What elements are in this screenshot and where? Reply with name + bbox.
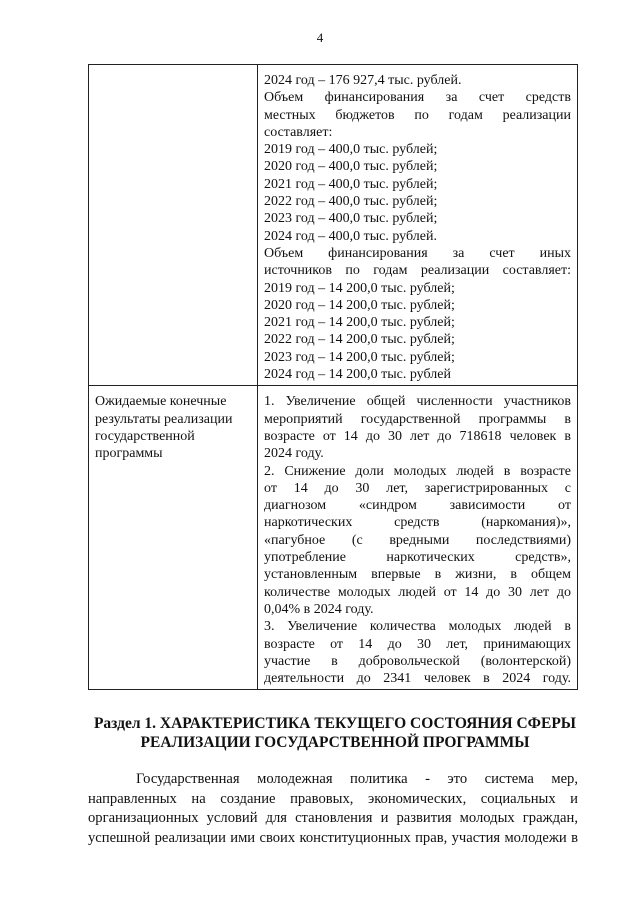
financing-line: 2021 год – 14 200,0 тыс. рублей; — [264, 315, 455, 331]
financing-line: 2021 год – 400,0 тыс. рублей; — [264, 176, 438, 192]
result-line: мероприятий государственной программы в — [264, 411, 571, 427]
financing-line: 2019 год – 14 200,0 тыс. рублей; — [264, 280, 455, 296]
financing-line: 2024 год – 400,0 тыс. рублей. — [264, 228, 437, 244]
page-number: 4 — [316, 30, 324, 45]
table-cell-label-empty — [89, 65, 258, 386]
section-heading — [90, 714, 580, 752]
financing-line: источников по годам реализации составляет: — [264, 263, 571, 279]
section-body-paragraph — [88, 770, 578, 848]
financing-line: 2023 год – 14 200,0 тыс. рублей; — [264, 349, 455, 365]
financing-line: Объем финансирования за счет средств — [264, 90, 571, 106]
result-line: диагнозом «синдром зависимости от — [264, 498, 571, 514]
result-line: возрасте от 14 до 30 лет, принимающих — [264, 636, 571, 652]
financing-line: 2024 год – 14 200,0 тыс. рублей — [264, 367, 451, 383]
result-line: наркотических средств (наркомания)», — [264, 515, 571, 531]
label-line: государственной — [95, 428, 195, 444]
result-line: от 14 до 30 лет, зарегистрированных с — [264, 480, 571, 496]
result-line: установленным впервые в жизни, в общем — [264, 567, 571, 583]
label-line: результаты реализации — [95, 411, 233, 427]
result-line: 0,04% в 2024 году. — [264, 601, 374, 617]
result-line: «пагубное (с вредными последствиями) — [264, 532, 571, 548]
table-cell-label-expected-results — [89, 386, 258, 690]
result-line: 2024 году. — [264, 446, 324, 462]
financing-line: Объем финансирования за счет иных — [264, 245, 571, 261]
section-heading-line: РЕАЛИЗАЦИИ ГОСУДАРСТВЕННОЙ ПРОГРАММЫ — [140, 734, 530, 751]
table-cell-expected-results — [258, 386, 578, 690]
section-heading-line: Раздел 1. ХАРАКТЕРИСТИКА ТЕКУЩЕГО СОСТОЯНИЯ СФЕРЫ — [93, 715, 577, 732]
label-line: Ожидаемые конечные — [95, 394, 227, 410]
result-line: употребление наркотических средств», — [264, 550, 571, 566]
program-passport-table — [88, 64, 578, 690]
financing-line: 2022 год – 400,0 тыс. рублей; — [264, 194, 438, 210]
result-line: 1. Увеличение общей численности участников — [264, 394, 571, 410]
table-row-expected-results — [89, 386, 578, 690]
paragraph-line: успешной реализации ими своих конституционных прав, участия молодежи в — [88, 829, 578, 846]
financing-line: 2022 год – 14 200,0 тыс. рублей; — [264, 332, 455, 348]
result-line: 2. Снижение доли молодых людей в возрасте — [264, 463, 571, 479]
paragraph-line: Государственная молодежная политика - это система мер, — [136, 771, 578, 787]
paragraph-line: организационных условий для становления и развития молодых граждан, — [88, 810, 578, 826]
paragraph-line: направленных на создание правовых, экономических, социальных и — [88, 790, 578, 807]
financing-line: 2024 год – 176 927,4 тыс. рублей. — [264, 73, 462, 88]
result-line: возрасте от 14 до 30 лет до 718618 человек в — [264, 428, 571, 444]
financing-line: 2020 год – 14 200,0 тыс. рублей; — [264, 297, 455, 313]
result-line: 3. Увеличение количества молодых людей в — [264, 619, 571, 635]
result-line: участие в добровольческой (волонтерской) — [264, 653, 571, 669]
result-line: количестве молодых людей от 14 до 30 лет до — [264, 584, 571, 600]
financing-line: составляет: — [264, 124, 333, 140]
financing-line: местных бюджетов по годам реализации — [264, 107, 571, 123]
financing-line: 2023 год – 400,0 тыс. рублей; — [264, 211, 438, 227]
label-line: программы — [95, 446, 163, 462]
table-cell-financing — [258, 65, 578, 386]
result-line: деятельности до 2341 человек в 2024 году. — [264, 671, 571, 687]
financing-line: 2019 год – 400,0 тыс. рублей; — [264, 142, 438, 158]
financing-line: 2020 год – 400,0 тыс. рублей; — [264, 159, 438, 175]
table-row-financing — [89, 65, 578, 386]
